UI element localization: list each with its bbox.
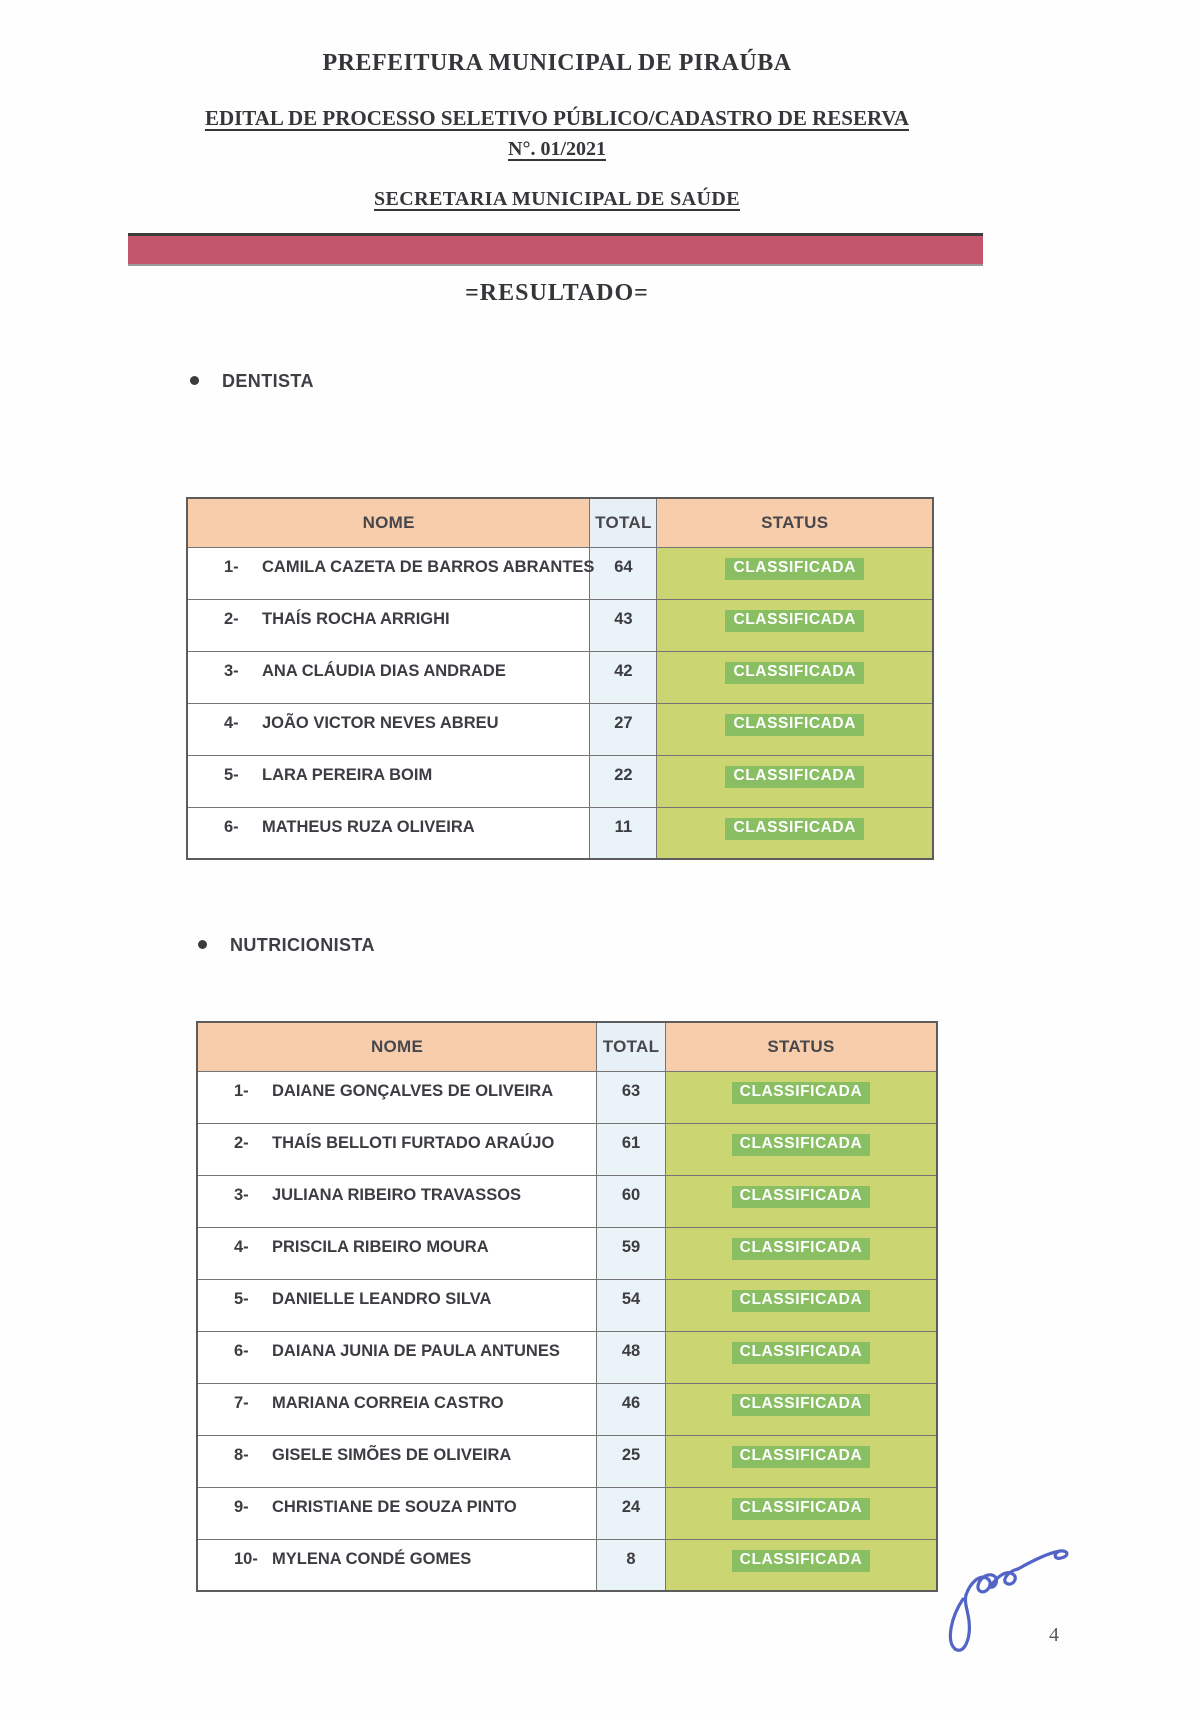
candidate-name-cell <box>197 1071 597 1123</box>
rank-label: 3- <box>234 1185 249 1204</box>
rank-label: 7- <box>234 1393 249 1412</box>
status-cell <box>657 703 933 755</box>
status-cell <box>657 651 933 703</box>
status-badge: CLASSIFICADA <box>725 610 864 632</box>
status-cell <box>657 807 933 859</box>
total-score: 64 <box>590 547 657 599</box>
rank-label: 2- <box>234 1133 249 1152</box>
table-row <box>187 703 933 755</box>
candidate-name-cell <box>187 807 590 859</box>
bullet-icon <box>198 940 207 949</box>
table-row <box>197 1487 937 1539</box>
total-score: 25 <box>597 1435 666 1487</box>
candidate-name-cell <box>197 1175 597 1227</box>
dentista-results-table <box>186 497 934 860</box>
rank-label: 10- <box>234 1549 258 1568</box>
status-badge: CLASSIFICADA <box>725 662 864 684</box>
candidate-name: ANA CLÁUDIA DIAS ANDRADE <box>262 661 506 680</box>
status-badge: CLASSIFICADA <box>732 1550 871 1572</box>
candidate-name-cell <box>197 1331 597 1383</box>
candidate-name: THAÍS ROCHA ARRIGHI <box>262 609 450 628</box>
status-badge: CLASSIFICADA <box>732 1290 871 1312</box>
total-score: 22 <box>590 755 657 807</box>
candidate-name-cell <box>187 703 590 755</box>
table-row <box>187 755 933 807</box>
candidate-name: DAIANA JUNIA DE PAULA ANTUNES <box>272 1341 560 1360</box>
total-score: 46 <box>597 1383 666 1435</box>
table-row <box>197 1435 937 1487</box>
section-dentista <box>190 371 314 392</box>
rank-label: 8- <box>234 1445 249 1464</box>
edital-title: EDITAL DE PROCESSO SELETIVO PÚBLICO/CADASTRO DE RESERVA <box>204 106 910 130</box>
status-badge: CLASSIFICADA <box>732 1498 871 1520</box>
page-number: 4 <box>1049 1624 1059 1646</box>
accent-bar <box>128 233 983 266</box>
total-score: 54 <box>597 1279 666 1331</box>
status-badge: CLASSIFICADA <box>725 766 864 788</box>
candidate-name-cell <box>197 1279 597 1331</box>
total-score: 24 <box>597 1487 666 1539</box>
status-cell <box>665 1279 937 1331</box>
rank-label: 4- <box>224 713 239 732</box>
rank-label: 1- <box>224 557 239 576</box>
candidate-name: GISELE SIMÕES DE OLIVEIRA <box>272 1445 512 1464</box>
total-score: 61 <box>597 1123 666 1175</box>
candidate-name: JULIANA RIBEIRO TRAVASSOS <box>272 1185 522 1204</box>
status-badge: CLASSIFICADA <box>732 1186 871 1208</box>
candidate-name: JOÃO VICTOR NEVES ABREU <box>262 713 499 732</box>
status-cell <box>665 1435 937 1487</box>
candidate-name: MARIANA CORREIA CASTRO <box>272 1393 504 1412</box>
total-score: 60 <box>597 1175 666 1227</box>
table-row <box>197 1071 937 1123</box>
candidate-name-cell <box>187 547 595 599</box>
result-heading: =RESULTADO= <box>465 280 649 306</box>
col-header-total: TOTAL <box>597 1022 666 1071</box>
status-badge: CLASSIFICADA <box>732 1394 871 1416</box>
candidate-name: MATHEUS RUZA OLIVEIRA <box>262 817 475 836</box>
rank-label: 9- <box>234 1497 249 1516</box>
table-row <box>197 1175 937 1227</box>
table-row <box>197 1331 937 1383</box>
status-cell <box>665 1331 937 1383</box>
status-badge: CLASSIFICADA <box>732 1238 871 1260</box>
col-header-status: STATUS <box>657 498 933 547</box>
candidate-name: CHRISTIANE DE SOUZA PINTO <box>272 1497 517 1516</box>
candidate-name-cell <box>197 1539 597 1591</box>
signature-scribble-icon <box>933 1545 1088 1663</box>
table-row <box>197 1383 937 1435</box>
status-cell <box>665 1383 937 1435</box>
candidate-name-cell <box>197 1383 597 1435</box>
table-row <box>187 547 933 599</box>
page-title: PREFEITURA MUNICIPAL DE PIRAÚBA <box>322 50 792 76</box>
edital-number: N°. 01/2021 <box>508 138 606 160</box>
status-badge: CLASSIFICADA <box>732 1342 871 1364</box>
rank-label: 4- <box>234 1237 249 1256</box>
table-header-row <box>187 498 933 547</box>
status-cell <box>665 1123 937 1175</box>
status-badge: CLASSIFICADA <box>725 818 864 840</box>
status-cell <box>665 1175 937 1227</box>
status-cell <box>665 1227 937 1279</box>
col-header-nome: NOME <box>197 1022 597 1071</box>
candidate-name-cell <box>197 1487 597 1539</box>
candidate-name: MYLENA CONDÉ GOMES <box>272 1549 472 1568</box>
status-cell <box>665 1487 937 1539</box>
candidate-name: CAMILA CAZETA DE BARROS ABRANTES <box>262 557 595 576</box>
status-cell <box>657 755 933 807</box>
status-badge: CLASSIFICADA <box>732 1134 871 1156</box>
col-header-nome: NOME <box>187 498 590 547</box>
rank-label: 6- <box>224 817 239 836</box>
total-score: 11 <box>590 807 657 859</box>
rank-label: 5- <box>234 1289 249 1308</box>
candidate-name-cell <box>187 755 590 807</box>
table-row <box>187 599 933 651</box>
status-badge: CLASSIFICADA <box>732 1446 871 1468</box>
candidate-name: DANIELLE LEANDRO SILVA <box>272 1289 492 1308</box>
candidate-name-cell <box>197 1227 597 1279</box>
candidate-name: LARA PEREIRA BOIM <box>262 765 433 784</box>
col-header-total: TOTAL <box>590 498 657 547</box>
section-nutricionista <box>198 935 375 956</box>
table-row <box>197 1123 937 1175</box>
table-row <box>197 1227 937 1279</box>
table-row <box>187 807 933 859</box>
section-label: NUTRICIONISTA <box>230 935 375 955</box>
department-title: SECRETARIA MUNICIPAL DE SAÚDE <box>374 188 740 210</box>
section-label: DENTISTA <box>222 371 314 391</box>
total-score: 27 <box>590 703 657 755</box>
candidate-name: PRISCILA RIBEIRO MOURA <box>272 1237 489 1256</box>
col-header-status: STATUS <box>665 1022 937 1071</box>
status-badge: CLASSIFICADA <box>725 714 864 736</box>
rank-label: 5- <box>224 765 239 784</box>
rank-label: 6- <box>234 1341 249 1360</box>
status-cell <box>665 1071 937 1123</box>
status-cell <box>657 547 933 599</box>
nutricionista-results-table <box>196 1021 938 1592</box>
candidate-name-cell <box>197 1435 597 1487</box>
rank-label: 1- <box>234 1081 249 1100</box>
table-row <box>197 1279 937 1331</box>
total-score: 8 <box>597 1539 666 1591</box>
table-row <box>197 1539 937 1591</box>
total-score: 43 <box>590 599 657 651</box>
status-cell <box>657 599 933 651</box>
candidate-name-cell <box>197 1123 597 1175</box>
candidate-name: THAÍS BELLOTI FURTADO ARAÚJO <box>272 1133 555 1152</box>
candidate-name: DAIANE GONÇALVES DE OLIVEIRA <box>272 1081 554 1100</box>
table-header-row <box>197 1022 937 1071</box>
candidate-name-cell <box>187 651 590 703</box>
rank-label: 3- <box>224 661 239 680</box>
status-badge: CLASSIFICADA <box>732 1082 871 1104</box>
status-cell <box>665 1539 937 1591</box>
total-score: 59 <box>597 1227 666 1279</box>
bullet-icon <box>190 376 199 385</box>
total-score: 63 <box>597 1071 666 1123</box>
candidate-name-cell <box>187 599 590 651</box>
table-row <box>187 651 933 703</box>
total-score: 42 <box>590 651 657 703</box>
total-score: 48 <box>597 1331 666 1383</box>
rank-label: 2- <box>224 609 239 628</box>
status-badge: CLASSIFICADA <box>725 558 864 580</box>
